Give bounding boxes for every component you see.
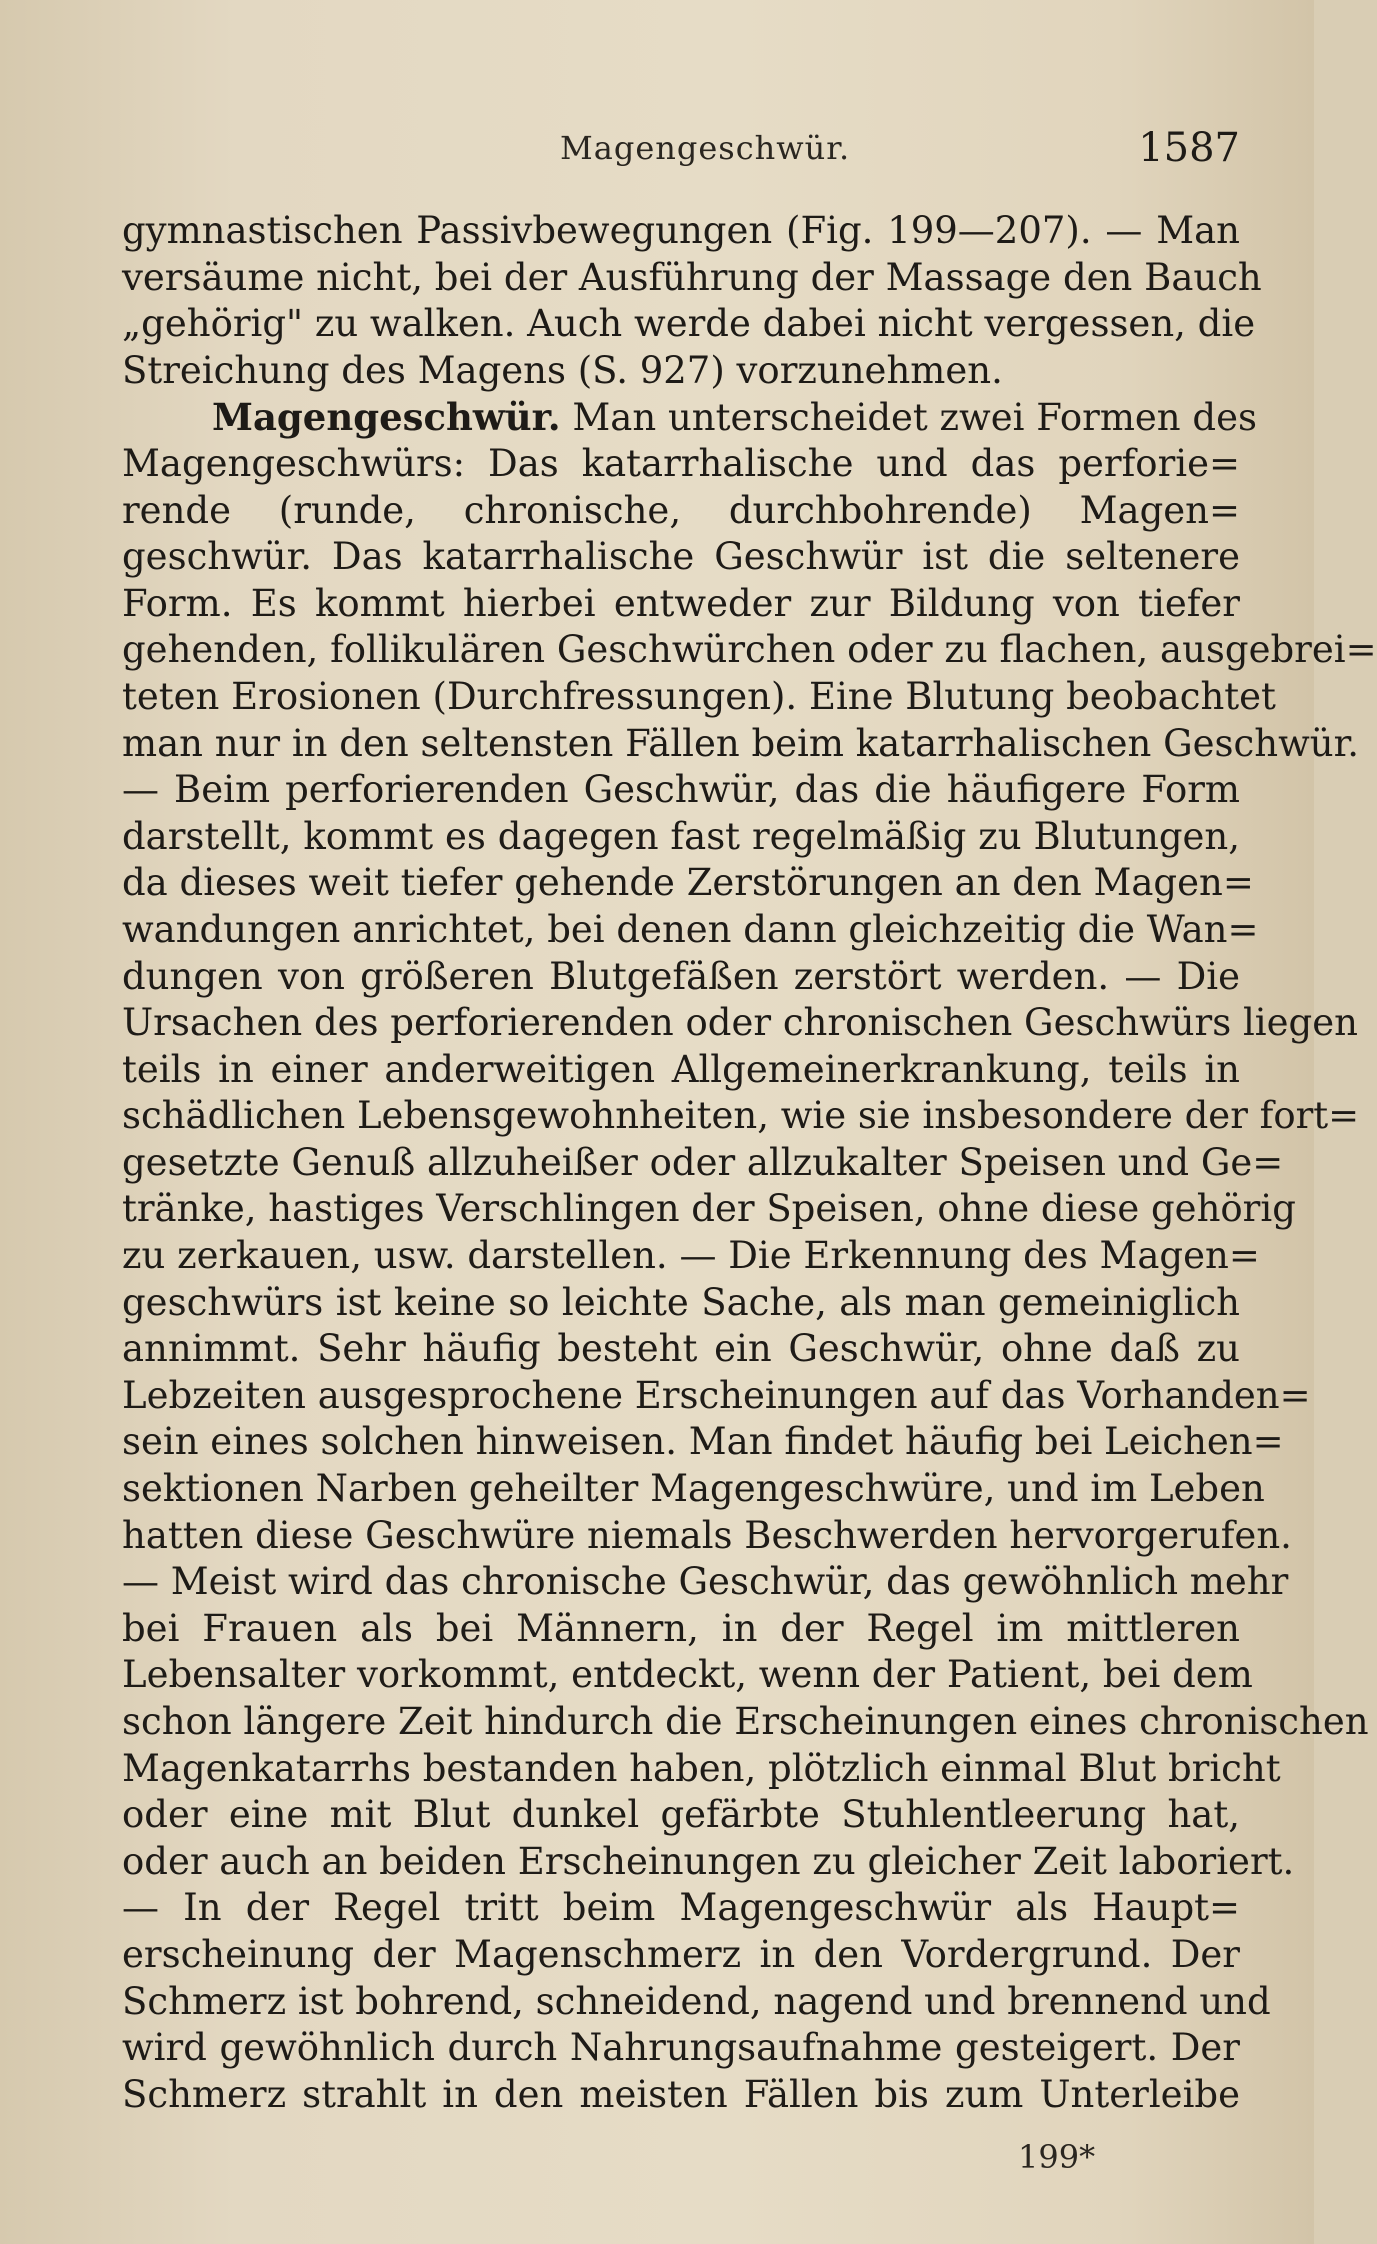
text-line: darstellt, kommt es dagegen fast regelmäßig zu Blutungen, bbox=[122, 814, 1240, 858]
text-line: oder eine mit Blut dunkel gefärbte Stuhlentleerung hat, bbox=[122, 1793, 1240, 1837]
text-line: Magenkatarrhs bestanden haben, plötzlich einmal Blut bricht bbox=[122, 1746, 1281, 1790]
text-line: Schmerz strahlt in den meisten Fällen bis zum Unterleibe bbox=[122, 2072, 1240, 2116]
text-line: „gehörig" zu walken. Auch werde dabei nicht vergessen, die bbox=[122, 302, 1256, 346]
text-line: wandungen anrichtet, bei denen dann gleichzeitig die Wan= bbox=[122, 907, 1259, 951]
text-line: — Beim perforierenden Geschwür, das die häufigere Form bbox=[122, 768, 1240, 812]
running-head: Magengeschwür. bbox=[560, 129, 851, 167]
text-line: schon längere Zeit hindurch die Erscheinungen eines chronischen bbox=[122, 1700, 1369, 1743]
text-line: Schmerz ist bohrend, schneidend, nagend und brennend und bbox=[122, 1979, 1271, 2023]
text-line: — Meist wird das chronische Geschwür, das gewöhnlich mehr bbox=[122, 1560, 1289, 1604]
text-line: zu zerkauen, usw. darstellen. — Die Erkennung des Magen= bbox=[122, 1234, 1260, 1278]
text-line: schädlichen Lebensgewohnheiten, wie sie insbesondere der fort= bbox=[122, 1094, 1360, 1138]
text-line: tränke, hastiges Verschlingen der Speisen, ohne diese gehörig bbox=[122, 1187, 1296, 1231]
text-line: geschwürs ist keine so leichte Sache, als man gemeiniglich bbox=[122, 1280, 1240, 1324]
text-line: Magengeschwürs: Das katarrhalische und das perforie= bbox=[122, 441, 1240, 485]
text-line: Form. Es kommt hierbei entweder zur Bildung von tiefer bbox=[122, 581, 1240, 625]
text-line: teils in einer anderweitigen Allgemeinerkrankung, teils in bbox=[122, 1047, 1240, 1091]
text-line: sektionen Narben geheilter Magengeschwüre, und im Leben bbox=[122, 1467, 1265, 1511]
text-line: gymnastischen Passivbewegungen (Fig. 199—207). — Man bbox=[122, 209, 1240, 252]
text-line: geschwür. Das katarrhalische Geschwür ist die seltenere bbox=[122, 535, 1240, 579]
text-line: da dieses weit tiefer gehende Zerstörungen an den Magen= bbox=[122, 861, 1254, 905]
text-line: oder auch an beiden Erscheinungen zu gleicher Zeit laboriert. bbox=[122, 1839, 1295, 1883]
text-line: Streichung des Magens (S. 927) vorzunehmen. bbox=[122, 348, 1003, 392]
text-line: erscheinung der Magenschmerz in den Vordergrund. Der bbox=[122, 1932, 1240, 1976]
text-line: sein eines solchen hinweisen. Man findet häufig bei Leichen= bbox=[122, 1420, 1284, 1464]
text-line: gehenden, follikulären Geschwürchen oder zu flachen, ausgebrei= bbox=[122, 628, 1377, 672]
text-line: Lebzeiten ausgesprochene Erscheinungen auf das Vorhanden= bbox=[122, 1373, 1311, 1417]
text-line: wird gewöhnlich durch Nahrungsaufnahme gesteigert. Der bbox=[122, 2026, 1240, 2070]
text-line: Lebensalter vorkommt, entdeckt, wenn der Patient, bei dem bbox=[122, 1653, 1253, 1697]
text-line: teten Erosionen (Durchfressungen). Eine Blutung beobachtet bbox=[122, 674, 1276, 718]
section-heading: Magengeschwür. bbox=[212, 395, 561, 440]
text-line: versäume nicht, bei der Ausführung der Massage den Bauch bbox=[122, 255, 1262, 299]
text-line: rende (runde, chronische, durchbohrende) Magen= bbox=[122, 488, 1240, 532]
text-line: Ursachen des perforierenden oder chronischen Geschwürs liegen bbox=[122, 1001, 1358, 1045]
text-line: annimmt. Sehr häufig besteht ein Geschwür, ohne daß zu bbox=[122, 1327, 1240, 1371]
text-line: dungen von größeren Blutgefäßen zerstört werden. — Die bbox=[122, 954, 1240, 998]
text-line: — In der Regel tritt beim Magengeschwür als Haupt= bbox=[122, 1886, 1240, 1930]
text-line: gesetzte Genuß allzuheißer oder allzukalter Speisen und Ge= bbox=[122, 1140, 1284, 1184]
signature-mark: 199* bbox=[1018, 2138, 1096, 2176]
text-line: bei Frauen als bei Männern, in der Regel im mittleren bbox=[122, 1606, 1240, 1650]
page-number: 1587 bbox=[1138, 125, 1240, 171]
body-text bbox=[122, 208, 1377, 2118]
page-header bbox=[120, 125, 1240, 175]
text-line: man nur in den seltensten Fällen beim katarrhalischen Geschwür. bbox=[122, 721, 1359, 765]
text-line-rest: Man unterscheidet zwei Formen des bbox=[572, 396, 1257, 440]
section-heading-line bbox=[122, 394, 1257, 441]
text-line: hatten diese Geschwüre niemals Beschwerden hervorgerufen. bbox=[122, 1513, 1292, 1557]
